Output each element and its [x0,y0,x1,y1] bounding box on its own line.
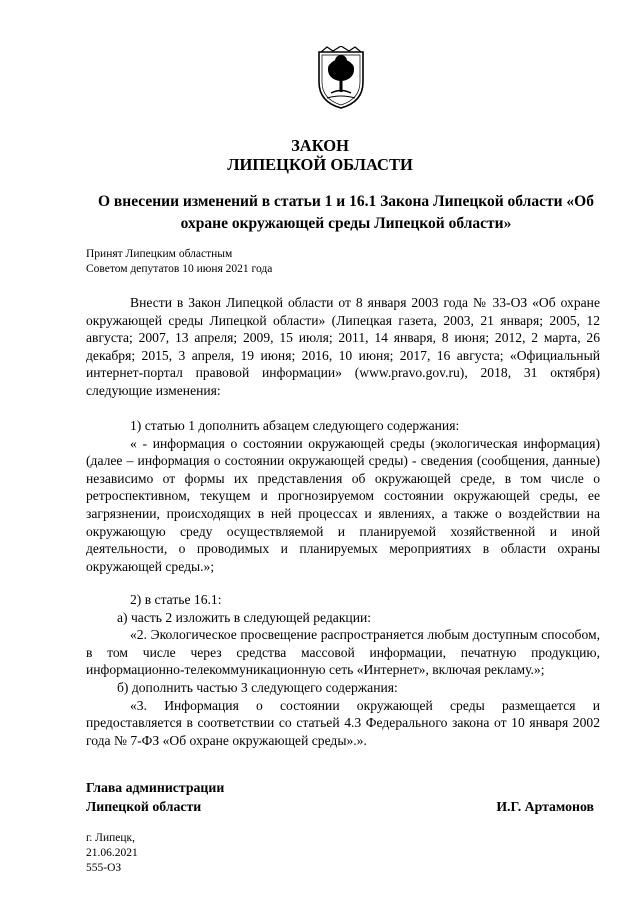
item-1-text: « - информация о состоянии окружающей среды (экологическая информация) (далее – информация о состоянии окружающей среды) - сведения (сообщения, данные) независимо от формы их представления об окружающей среде, в том числе о ретроспективном, текущем и прогнозируемом состоянии окружающей среды, ее загрязнении, происходящих в ней процессах и явлениях, а также о воздействии на окружающую среду осуществляемой и планируемой хозяйственной и иной деятельности, о проводимых и планируемых мероприятиях в области охраны окружающей среды.»; [86,435,600,574]
position-line-2: Липецкой области [86,799,202,814]
item-2b-heading: б) дополнить частью 3 следующего содержания: [117,679,398,695]
coat-of-arms-icon [313,46,369,110]
intro-paragraph [86,294,600,400]
item-1-heading: 1) статью 1 дополнить абзацем следующего содержания: [130,418,460,433]
signatory-name: И.Г. Артамонов [496,799,594,814]
meta-city: г. Липецк, [86,832,135,844]
document-meta [86,831,138,876]
law-region: ЛИПЕЦКОЙ ОБЛАСТИ [227,155,413,174]
item-1-block [86,417,600,575]
item-2-heading: 2) в статье 16.1: [130,592,222,607]
adoption-line-1: Принят Липецким областным [86,248,233,260]
item-2b-text: «3. Информация о состоянии окружающей среды размещается и предоставляется в соответствии со статьей 4.3 Федерального закона от 10 января 2002 года № 7-ФЗ «Об охране окружающей среды».». [86,697,600,748]
item-2a-heading: а) часть 2 изложить в следующей редакции: [117,609,372,625]
intro-text: Внести в Закон Липецкой области от 8 января 2003 года № 33-ОЗ «Об охране окружающей среды Липецкой области» (Липецкая газета, 2003, 21 января; 2005, 12 августа; 2007, 13 апреля; 2009, 15 июля; 2011, 14 января, 8 июня; 2012, 2 марта, 26 декабря; 2015, 3 апреля, 19 июня; 2016, 10 июня; 2017, 16 августа; «Официальный интернет-портал правовой информации» (www.pravo.gov.ru), 2018, 31 октября) следующие изменения: [86,295,600,398]
item-2-block [86,591,600,749]
adoption-line-2: Советом депутатов 10 июня 2021 года [86,263,273,275]
meta-number: 555-ОЗ [86,862,122,874]
adoption-note [86,247,272,277]
position-line-1: Глава администрации [86,780,225,795]
item-2a-text: «2. Экологическое просвещение распространяется любым доступным способом, в том числе через средства массовой информации, печатную продукцию, информационно-телекоммуникационную сеть «Интернет», включая рекламу.»; [86,627,600,678]
law-title: ЗАКОН [291,136,349,155]
law-subject: О внесении изменений в статьи 1 и 16.1 Закона Липецкой области «Об охране окружающей среды Липецкой области» [98,193,594,232]
signatory-position [86,778,224,816]
meta-date: 21.06.2021 [86,847,138,859]
